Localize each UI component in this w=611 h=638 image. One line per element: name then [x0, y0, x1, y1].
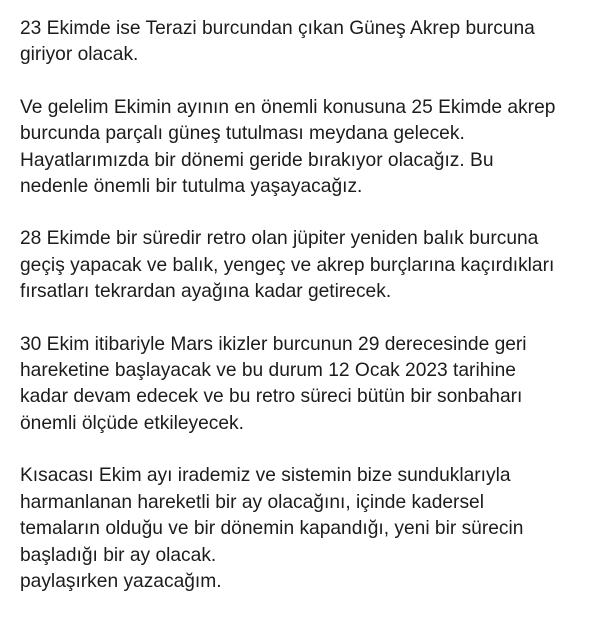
text-line: Ve gelelim Ekimin ayının en önemli konusuna 25 Ekimde akrep	[20, 96, 556, 118]
paragraph-mars-retrograde	[20, 332, 605, 438]
text-line: harmanlanan hareketli bir ay olacağını, içinde kadersel	[20, 491, 484, 513]
text-line: 23 Ekimde ise Terazi burcundan çıkan Güneş Akrep burcuna	[20, 18, 535, 39]
paragraph-solar-eclipse	[20, 95, 605, 201]
text-line: giriyor olacak.	[20, 44, 139, 66]
text-line: hareketine başlayacak ve bu durum 12 Ocak 2023 tarihine	[20, 360, 516, 382]
text-line: temaların olduğu ve bir dönemin kapandığı, yeni bir sürecin	[20, 518, 524, 540]
text-line: 28 Ekimde bir süredir retro olan jüpiter yeniden balık burcuna	[20, 228, 539, 250]
text-line: fırsatları tekrardan ayağına kadar getirecek.	[20, 281, 392, 303]
text-line: başladığı bir ay olacak.	[20, 544, 217, 566]
text-line: kadar devam edecek ve bu retro süreci bütün bir sonbaharı	[20, 386, 523, 408]
text-line: burcunda parçalı güneş tutulması meydana gelecek.	[20, 123, 465, 145]
paragraph-jupiter-retro	[20, 226, 605, 305]
text-line: 30 Ekim itibariyle Mars ikizler burcunun 29 derecesinde geri	[20, 333, 527, 355]
text-line: nedenle önemli bir tutulma yaşayacağız.	[20, 176, 363, 198]
text-line: Kısacası Ekim ayı irademiz ve sistemin bize sunduklarıyla	[20, 465, 511, 487]
text-line: paylaşırken yazacağım.	[20, 570, 222, 592]
text-line: önemli ölçüde etkileyecek.	[20, 412, 244, 434]
document-body	[20, 16, 605, 621]
text-line: geçiş yapacak ve balık, yengeç ve akrep burçlarına kaçırdıkları	[20, 254, 555, 276]
paragraph-summary	[20, 463, 605, 595]
paragraph-sun-enters-scorpio	[20, 16, 605, 69]
text-line: Hayatlarımızda bir dönemi geride bırakıyor olacağız. Bu	[20, 149, 494, 171]
